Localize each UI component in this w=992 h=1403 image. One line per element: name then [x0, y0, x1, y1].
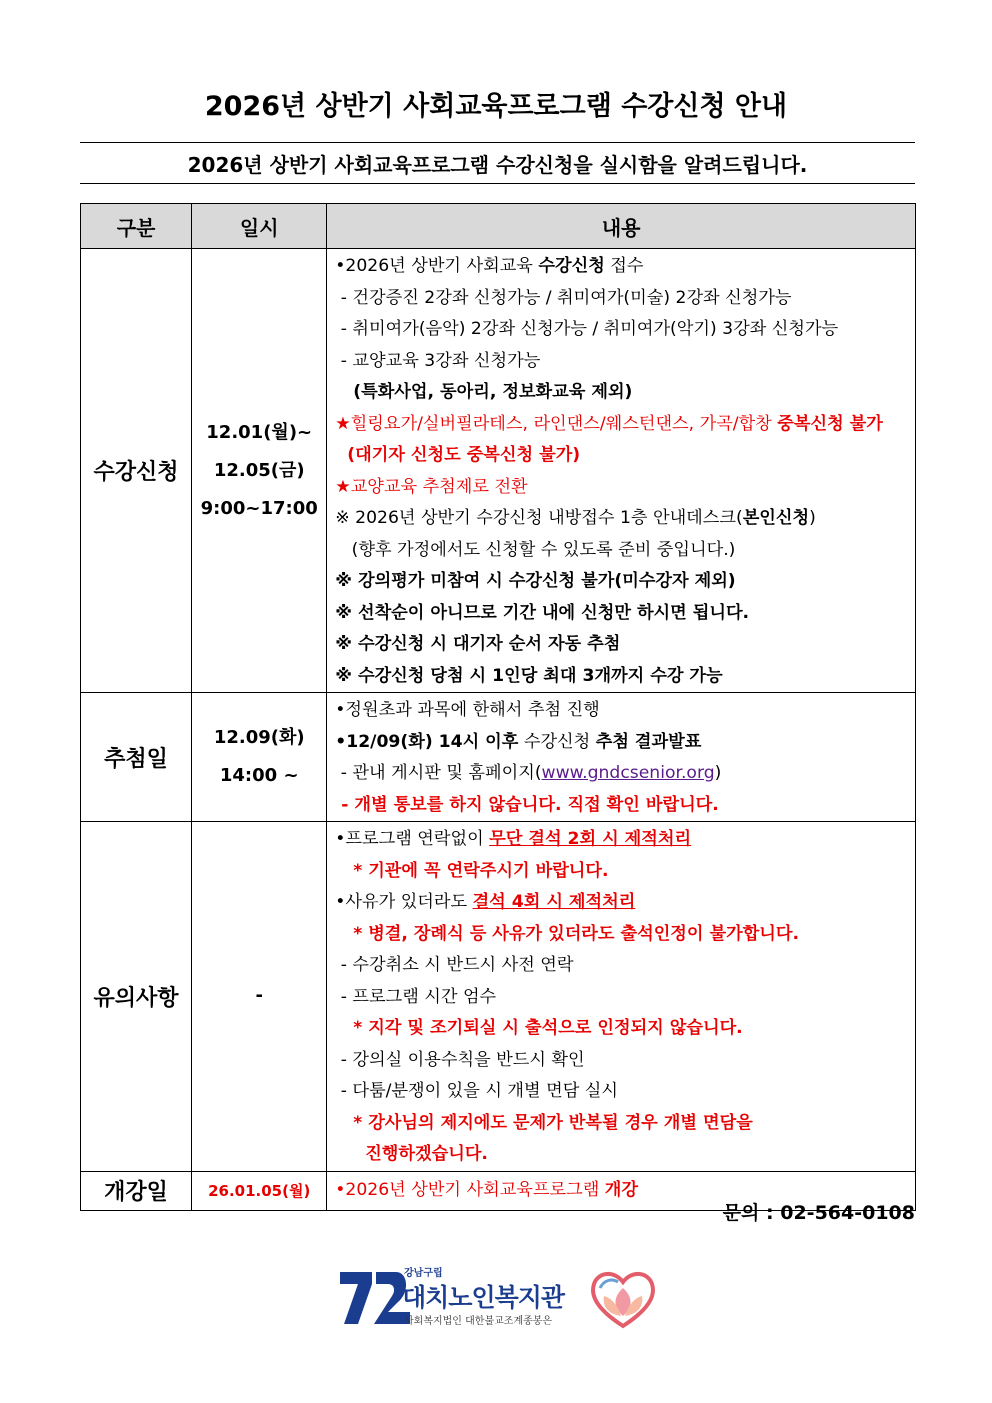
- content-text: - 교양교육 3강좌 신청가능: [335, 350, 541, 371]
- content-text: 수강신청: [518, 731, 596, 752]
- registration-content: [327, 249, 916, 693]
- content-text: 진행하겠습니다.: [335, 1144, 488, 1164]
- content-text: (향후 가정에서도 신청할 수 있도록 준비 중입니다.): [335, 539, 736, 560]
- notes-line: [335, 1013, 911, 1045]
- content-text: - 건강증진 2강좌 신청가능 / 취미여가(미술) 2강좌 신청가능: [335, 287, 792, 308]
- content-text: * 강사님의 제지에도 문제가 반복될 경우 개별 면담을: [335, 1112, 753, 1133]
- header-date: 일시: [192, 204, 327, 249]
- content-text: (특화사업, 동아리, 정보화교육 제외): [335, 382, 633, 402]
- content-text: 접수: [604, 256, 644, 276]
- registration-line: [335, 566, 911, 598]
- registration-line: [335, 472, 911, 504]
- registration-line: [335, 377, 911, 409]
- notes-line: [335, 982, 911, 1014]
- content-text: ★힐링요가/실버필라테스, 라인댄스/웨스턴댄스, 가곡/합창: [335, 413, 778, 434]
- content-text: •2026년 상반기 사회교육: [335, 256, 539, 276]
- lotus-heart-icon: [588, 1268, 658, 1330]
- content-text: * 병결, 장례식 등 사유가 있더라도 출석인정이 불가합니다.: [335, 923, 800, 944]
- content-text: ★교양교육 추첨제로 전환: [335, 476, 528, 497]
- content-text: •프로그램 연락없이: [335, 829, 490, 849]
- content-text: ※ 수강신청 당첨 시 1인당 최대 3개까지 수강 가능: [335, 665, 723, 686]
- content-text: 결석 4회 시 제적처리: [472, 892, 636, 912]
- content-text: - 프로그램 시간 엄수: [335, 986, 497, 1007]
- opening-category: 개강일: [81, 1171, 192, 1210]
- content-text: ): [809, 508, 816, 528]
- inquiry-phone: 문의 : 02-564-0108: [722, 1202, 915, 1224]
- registration-line: [335, 346, 911, 378]
- registration-line: [335, 535, 911, 567]
- notes-content: [327, 822, 916, 1172]
- content-text: ※ 선착순이 아니므로 기간 내에 신청만 하시면 됩니다.: [335, 602, 750, 623]
- content-text: ※ 수강신청 시 대기자 순서 자동 추첨: [335, 634, 621, 654]
- logo-sub: 사회복지법인 대한불교조계종봉은: [404, 1316, 553, 1327]
- content-text: •정원초과 과목에 한해서 추첨 진행: [335, 700, 600, 720]
- content-text: •2026년 상반기 사회교육프로그램: [335, 1179, 605, 1200]
- content-text: - 취미여가(음악) 2강좌 신청가능 / 취미여가(악기) 3강좌 신청가능: [335, 319, 839, 339]
- notes-line: [335, 1108, 911, 1140]
- content-text: - 다툼/분쟁이 있을 시 개별 면담 실시: [335, 1081, 618, 1101]
- notes-line: [335, 1139, 911, 1171]
- registration-line: [335, 503, 911, 535]
- lottery-line: [335, 758, 911, 790]
- lottery-category: 추첨일: [81, 693, 192, 822]
- content-text: ): [714, 763, 722, 783]
- registration-line: [335, 409, 911, 441]
- content-text: - 강의실 이용수칙을 반드시 확인: [335, 1049, 585, 1070]
- content-text: 무단 결석 2회 시 제적처리: [489, 829, 692, 849]
- content-text: (대기자 신청도 중복신청 불가): [335, 445, 581, 465]
- logo-name: 대치노인복지관: [402, 1283, 565, 1312]
- notes-line: [335, 1045, 911, 1077]
- page-subtitle: 2026년 상반기 사회교육프로그램 수강신청을 실시함을 알려드립니다.: [80, 142, 915, 184]
- registration-line: [335, 314, 911, 346]
- registration-line: [335, 661, 911, 693]
- row-registration: [81, 249, 916, 693]
- row-notes: [81, 822, 916, 1172]
- registration-date-line: 12.01(월)~: [206, 421, 313, 443]
- registration-line: [335, 629, 911, 661]
- content-text: ※ 2026년 상반기 수강신청 내방접수 1층 안내데스크(: [335, 508, 743, 528]
- content-text: * 기관에 꼭 연락주시기 바랍니다.: [335, 860, 609, 881]
- content-text: •사유가 있더라도: [335, 892, 473, 912]
- notes-line: [335, 919, 911, 951]
- content-text: * 지각 및 조기퇴실 시 출석으로 인정되지 않습니다.: [335, 1018, 743, 1038]
- content-text: - 수강취소 시 반드시 사전 연락: [335, 955, 574, 975]
- content-text: 수강신청: [538, 256, 605, 276]
- notes-line: [335, 824, 911, 856]
- homepage-link[interactable]: www.gndcsenior.org: [541, 763, 715, 783]
- content-text: 추첨 결과발표: [595, 731, 702, 752]
- registration-date: [192, 249, 327, 693]
- lottery-date: [192, 693, 327, 822]
- logo-small-label: 강남구립: [404, 1268, 443, 1279]
- lottery-line: [335, 727, 911, 759]
- schedule-table: [80, 203, 916, 1211]
- content-text: 본인신청: [742, 508, 810, 528]
- lottery-date-line: 14:00 ~: [219, 765, 299, 786]
- registration-line: [335, 440, 911, 472]
- notes-category: 유의사항: [81, 822, 192, 1172]
- registration-date-line: 9:00~17:00: [200, 497, 318, 519]
- content-text: •12/09(화) 14시 이후: [335, 731, 519, 752]
- registration-line: [335, 283, 911, 315]
- content-text: - 관내 게시판 및 홈페이지(: [335, 763, 542, 783]
- organization-logo: [336, 1262, 666, 1332]
- header-category: 구분: [81, 204, 192, 249]
- row-lottery: [81, 693, 916, 822]
- registration-line: [335, 251, 911, 283]
- notes-line: [335, 856, 911, 888]
- content-text: ※ 강의평가 미참여 시 수강신청 불가(미수강자 제외): [335, 571, 736, 591]
- notes-line: [335, 1076, 911, 1108]
- registration-date-line: 12.05(금): [213, 459, 305, 481]
- registration-category: 수강신청: [81, 249, 192, 693]
- lottery-line: [335, 695, 911, 727]
- lottery-date-line: 12.09(화): [213, 727, 305, 748]
- opening-date: 26.01.05(월): [192, 1171, 327, 1210]
- lottery-content: [327, 693, 916, 822]
- notes-line: [335, 887, 911, 919]
- notes-date: -: [192, 822, 327, 1172]
- content-text: 개강: [604, 1179, 639, 1200]
- registration-line: [335, 598, 911, 630]
- page-title: 2026년 상반기 사회교육프로그램 수강신청 안내: [204, 91, 788, 122]
- content-text: - 개별 통보를 하지 않습니다. 직접 확인 바랍니다.: [335, 794, 719, 815]
- lottery-line: [335, 790, 911, 822]
- content-text: 중복신청 불가: [777, 413, 883, 434]
- notes-line: [335, 950, 911, 982]
- header-content: 내용: [327, 204, 916, 249]
